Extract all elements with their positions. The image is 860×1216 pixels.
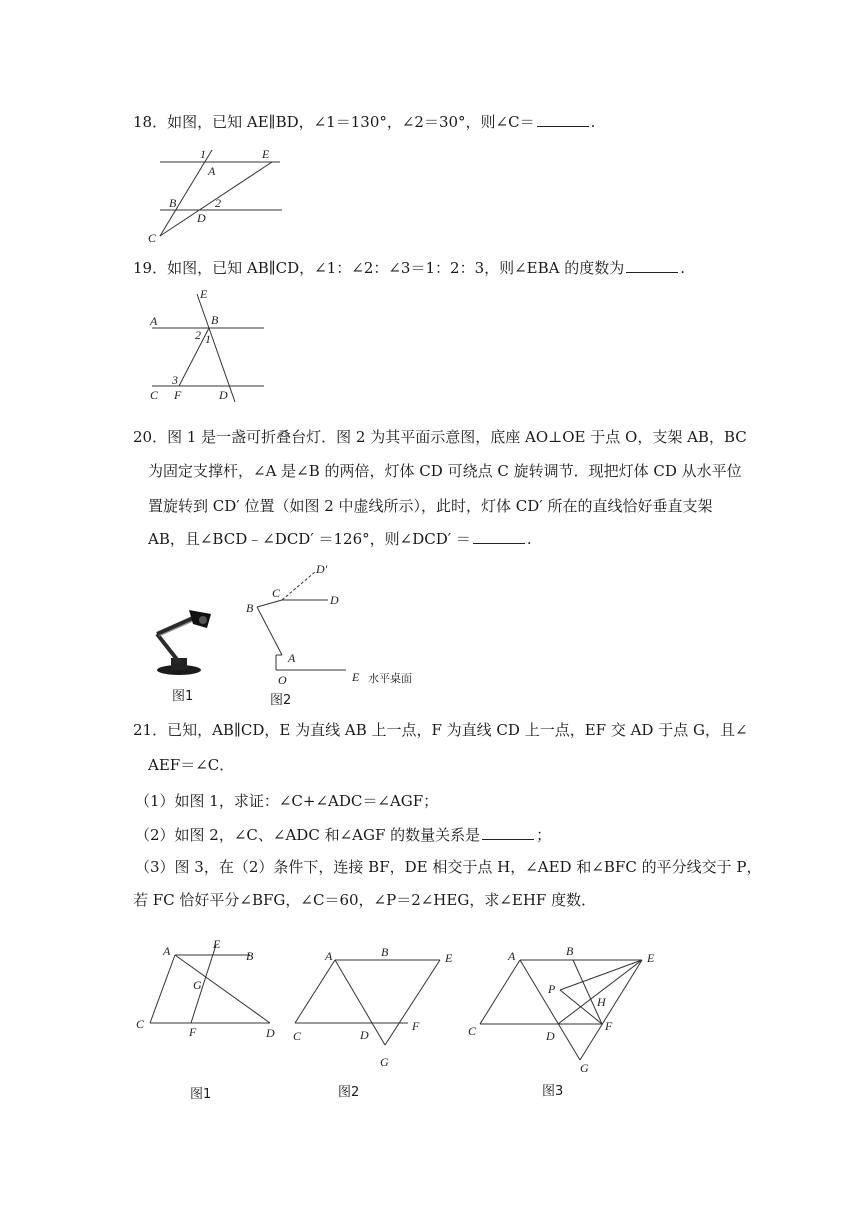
q21-f3-label-C: C bbox=[468, 1024, 477, 1038]
q21-caption-fig2: 图2 bbox=[338, 1085, 360, 1100]
q18-label-B: B bbox=[169, 196, 177, 210]
q20-label-B: B bbox=[246, 601, 254, 615]
q20-label-E: E bbox=[352, 670, 360, 684]
q21-caption-fig3: 图3 bbox=[542, 1084, 564, 1099]
q21-sub1: （1）如图 1，求证：∠C+∠ADC＝∠AGF； bbox=[135, 792, 439, 810]
q18-label-D: D bbox=[197, 211, 206, 225]
q18-text: 18．如图，已知 AE∥BD，∠1＝130°，∠2＝30°，则∠C＝ . bbox=[133, 113, 596, 131]
q21-sub3a: （3）图 3，在（2）条件下，连接 BF，DE 相交于点 H，∠AED 和∠BFC 的平分线交于 P， bbox=[135, 858, 762, 876]
q21-f3-label-P: P bbox=[548, 982, 556, 996]
q21-f1-label-B: B bbox=[246, 949, 254, 963]
q19-label-2: 2 bbox=[195, 328, 201, 342]
q21-f1-label-F: F bbox=[189, 1025, 197, 1039]
q18-figure bbox=[140, 140, 290, 250]
q21-f1-label-A: A bbox=[163, 944, 171, 958]
q20-label-C: C bbox=[272, 586, 281, 600]
q20-label-Dprime: D' bbox=[316, 562, 328, 576]
q21-f2-label-C: C bbox=[293, 1029, 302, 1043]
q21-f2-label-A: A bbox=[325, 949, 333, 963]
q21-sub2: （2）如图 2，∠C、∠ADC 和∠AGF 的数量关系是 ； bbox=[135, 826, 552, 844]
q21-caption-fig1: 图1 bbox=[190, 1087, 212, 1102]
q19-label-D: D bbox=[219, 388, 228, 402]
q18-answer-blank[interactable] bbox=[537, 112, 589, 127]
q18-label-1: 1 bbox=[200, 147, 206, 161]
q18-label-E: E bbox=[262, 147, 270, 161]
q20-caption-fig2: 图2 bbox=[270, 693, 292, 708]
q21-f2-label-E: E bbox=[445, 951, 453, 965]
q19-answer-blank[interactable] bbox=[626, 258, 678, 273]
q19-label-1: 1 bbox=[205, 332, 211, 346]
q21-f3-label-D: D bbox=[546, 1029, 555, 1043]
q21-f3-label-F: F bbox=[605, 1019, 613, 1033]
q20-line2: 为固定支撑杆，∠A 是∠B 的两倍，灯体 CD 可绕点 C 旋转调节．现把灯体 CD 从水平位 bbox=[148, 462, 742, 480]
q18-label-C: C bbox=[148, 231, 157, 245]
q21-line2: AEF＝∠C． bbox=[148, 756, 235, 774]
q21-f2-label-D: D bbox=[360, 1028, 369, 1042]
q21-f1-label-G: G bbox=[193, 978, 202, 992]
q20-line4: AB，且∠BCD﹣∠DCD′ ＝126°，则∠DCD′ ＝ . bbox=[148, 530, 532, 548]
q21-f3-label-G: G bbox=[580, 1061, 589, 1075]
q20-label-desk: 水平桌面 bbox=[368, 672, 412, 685]
q21-f3-label-A: A bbox=[508, 949, 516, 963]
q21-f3-label-H: H bbox=[597, 995, 606, 1009]
q19-label-A: A bbox=[150, 314, 158, 328]
q21-figure2 bbox=[285, 940, 465, 1080]
q21-answer-blank[interactable] bbox=[482, 825, 534, 840]
q19-figure bbox=[142, 284, 282, 404]
q21-f1-label-E: E bbox=[213, 937, 221, 951]
q19-label-C: C bbox=[150, 388, 159, 402]
q21-f3-label-E: E bbox=[647, 951, 655, 965]
q21-sub3b: 若 FC 恰好平分∠BFG，∠C＝60，∠P＝2∠HEG，求∠EHF 度数． bbox=[133, 891, 597, 909]
q20-figure2 bbox=[240, 560, 440, 695]
q21-f3-label-B: B bbox=[566, 944, 574, 958]
q20-answer-blank[interactable] bbox=[473, 529, 525, 544]
q18-label-A: A bbox=[208, 164, 216, 178]
q21-f2-label-F: F bbox=[412, 1019, 420, 1033]
q20-caption-fig1: 图1 bbox=[172, 689, 194, 704]
lamp-photo bbox=[145, 598, 225, 678]
q21-f1-label-D: D bbox=[266, 1026, 275, 1040]
q21-f2-label-G: G bbox=[380, 1055, 389, 1069]
q19-label-E: E bbox=[200, 287, 208, 301]
q21-figure3 bbox=[460, 940, 670, 1080]
q21-figure1 bbox=[130, 935, 285, 1045]
q20-label-D: D bbox=[330, 593, 339, 607]
q19-label-3: 3 bbox=[172, 373, 178, 387]
q19-text: 19．如图，已知 AB∥CD，∠1：∠2：∠3＝1：2：3，则∠EBA 的度数为 . bbox=[133, 259, 686, 277]
q21-f2-label-B: B bbox=[381, 945, 389, 959]
q21-f1-label-C: C bbox=[136, 1017, 145, 1031]
q21-line1: 21．已知，AB∥CD，E 为直线 AB 上一点，F 为直线 CD 上一点，EF 交 AD 于点 G，且∠ bbox=[133, 721, 748, 739]
q19-label-B: B bbox=[211, 313, 219, 327]
q20-label-A: A bbox=[288, 651, 296, 665]
q20-label-O: O bbox=[278, 673, 287, 687]
q19-label-F: F bbox=[174, 388, 182, 402]
q20-line1: 20．图 1 是一盏可折叠台灯．图 2 为其平面示意图，底座 AO⊥OE 于点 O，支架 AB，BC bbox=[133, 428, 747, 446]
q20-line3: 置旋转到 CD′ 位置（如图 2 中虚线所示），此时，灯体 CD′ 所在的直线恰好垂直支架 bbox=[148, 497, 713, 515]
q18-label-2: 2 bbox=[215, 196, 221, 210]
